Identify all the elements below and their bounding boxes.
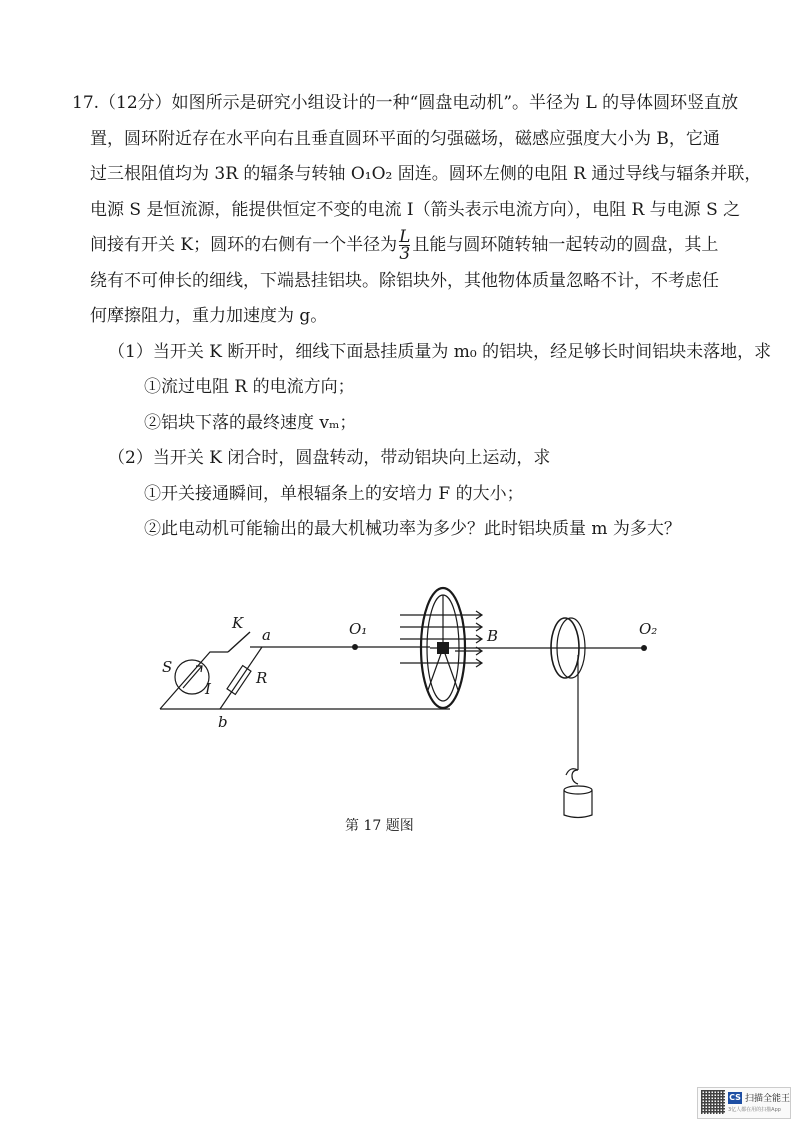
part-2-sub-1: ①开关接通瞬间，单根辐条上的安培力 F 的大小； xyxy=(144,483,524,504)
resistor-r xyxy=(227,666,251,695)
figure-caption: 第 17 题图 xyxy=(345,818,414,834)
field-arrow xyxy=(400,659,482,667)
hook-top xyxy=(566,769,578,775)
field-arrow xyxy=(400,623,482,631)
resistor-lead xyxy=(220,647,262,709)
aluminum-block xyxy=(564,790,592,818)
label-s: S xyxy=(162,658,173,676)
fraction-l-over-3: $\frac{L}{3}$ xyxy=(399,227,411,264)
part-2: （2）当开关 K 闭合时，圆盘转动，带动铝块向上运动，求 xyxy=(108,448,551,468)
question-line-4: 电源 S 是恒流源，能提供恒定不变的电流 I（箭头表示电流方向），电阻 R 与电源 S 之 xyxy=(90,199,741,220)
switch-k xyxy=(228,632,250,652)
point-o1 xyxy=(352,644,358,650)
pulley-disc-back xyxy=(557,618,585,678)
app-logo: CS xyxy=(729,1093,741,1102)
spoke-right xyxy=(443,648,458,690)
part-1-sub-1: ①流过电阻 R 的电流方向； xyxy=(144,377,355,397)
question-line-3: 过三根阻值均为 3R 的辐条与转轴 O₁O₂ 固连。圆环左侧的电阻 R 通过导线与辐条并联， xyxy=(90,164,762,184)
question-number: 17. xyxy=(72,93,100,113)
hook-icon xyxy=(572,770,578,784)
part-2-sub-2: ②此电动机可能输出的最大机械功率为多少？此时铝块质量 m 为多大？ xyxy=(144,519,681,539)
label-b-field: B xyxy=(487,627,499,645)
question-line-1: 17.（12分）如图所示是研究小组设计的一种“圆盘电动机”。半径为 L 的导体圆环竖直放 xyxy=(72,93,739,113)
question-line-5: 间接有开关 K；圆环的右侧有一个半径为 $\frac{L}{3}$ 且能与圆环随转轴一起转动的圆盘，其上 xyxy=(90,227,719,264)
conducting-ring-inner xyxy=(427,595,459,701)
pulley-disc xyxy=(551,618,579,678)
part-1-sub-2: ②铝块下落的最终速度 vₘ； xyxy=(144,412,357,433)
field-arrow xyxy=(455,647,482,655)
scanner-watermark xyxy=(697,1087,791,1119)
question-line-2: 置，圆环附近存在水平向右且垂直圆环平面的匀强磁场，磁感应强度大小为 B，它通 xyxy=(90,128,720,149)
part-1: （1）当开关 K 断开时，细线下面悬挂质量为 m₀ 的铝块，经足够长时间铝块未落地，求 xyxy=(108,341,772,362)
qr-code-icon xyxy=(701,1090,725,1114)
field-arrow xyxy=(400,611,482,619)
label-o1: O₁ xyxy=(349,620,368,638)
app-tagline: 3亿人都在用的扫描App xyxy=(728,1107,781,1113)
label-b: b xyxy=(218,713,228,731)
label-a: a xyxy=(262,626,271,644)
app-name: 扫描全能王 xyxy=(745,1094,791,1104)
question-line-6: 绕有不可伸长的细线，下端悬挂铝块。除铝块外，其他物体质量忽略不计，不考虑任 xyxy=(90,270,719,291)
aluminum-block-top xyxy=(564,786,592,794)
circuit-wire xyxy=(160,652,228,709)
spoke-left xyxy=(428,648,443,690)
point-o2 xyxy=(641,645,647,651)
field-arrow xyxy=(400,635,482,643)
question-line-7: 何摩擦阻力，重力加速度为 g。 xyxy=(90,306,328,326)
label-o2: O₂ xyxy=(639,620,658,638)
label-r: R xyxy=(256,669,268,687)
label-i: I xyxy=(205,680,211,698)
current-arrow-icon xyxy=(183,666,202,688)
hub xyxy=(437,642,449,654)
label-k: K xyxy=(232,614,244,632)
current-source-s xyxy=(175,660,209,694)
question-17 xyxy=(72,86,772,548)
conducting-ring xyxy=(421,588,465,708)
